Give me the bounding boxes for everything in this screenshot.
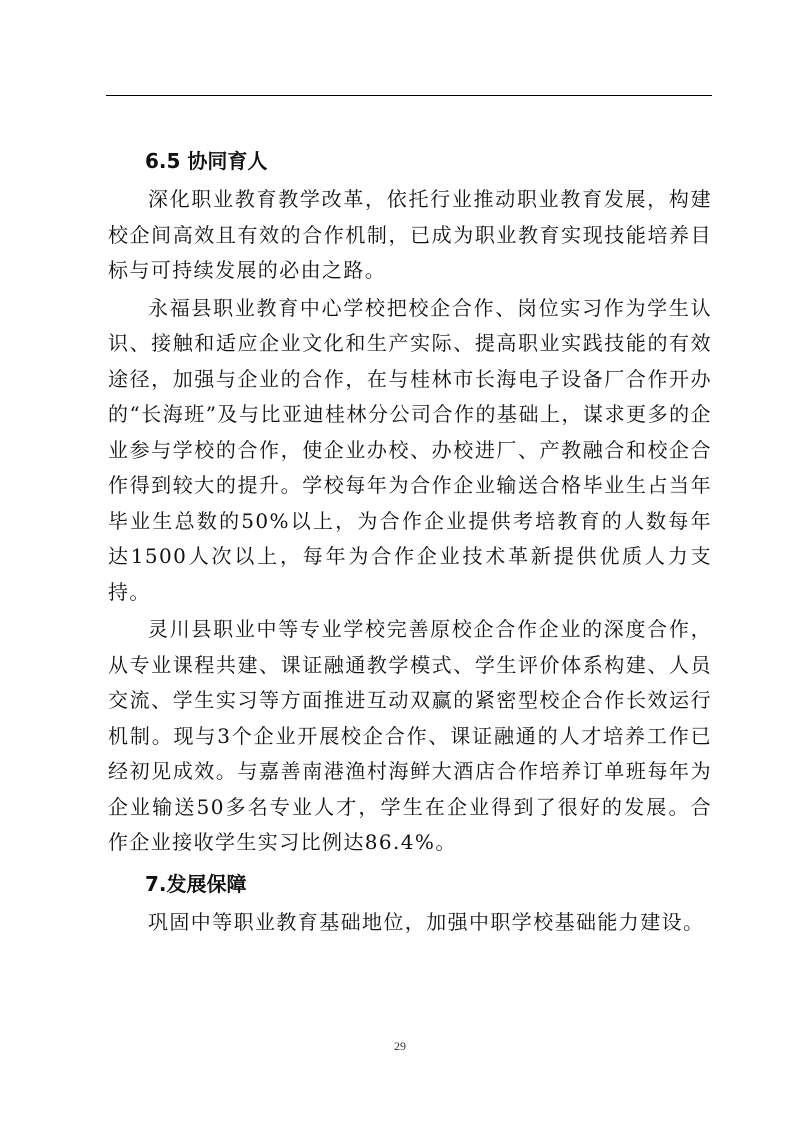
page-number: 29 xyxy=(394,1039,406,1053)
header-rule xyxy=(106,95,712,96)
paragraph-intro: 深化职业教育教学改革，依托行业推动职业教育发展，构建校企间高效且有效的合作机制，已成为职业教育实现技能培养目标与可持续发展的必由之路。 xyxy=(108,187,712,282)
section-heading-7: 7.发展保障 xyxy=(145,871,247,896)
section-heading-6-5: 6.5 协同育人 xyxy=(145,149,268,173)
paragraph-guarantee: 巩固中等职业教育基础地位，加强中职学校基础能力建设。 xyxy=(148,909,705,934)
paragraph-yongfu: 永福县职业教育中心学校把校企合作、岗位实习作为学生认识、接触和适应企业文化和生产实际、提高职业实践技能的有效途径，加强与企业的合作，在与桂林市长海电子设备厂合作开办的“长海班”及与比亚迪桂林分公司合作的基础上，谋求更多的企业参与学校的合作，使企业办校、办校进厂、产教融合和校企合作得到较大的提升。学校每年为合作企业输送合格毕业生占当年毕业生总数的50%以上，为合作企业提供考培教育的人数每年达1500人次以上，每年为合作企业技术革新提供优质人力支持。 xyxy=(108,295,712,604)
page-body xyxy=(108,140,712,940)
paragraph-lingchuan: 灵川县职业中等专业学校完善原校企合作企业的深度合作，从专业课程共建、课证融通教学模式、学生评价体系构建、人员交流、学生实习等方面推进互动双赢的紧密型校企合作长效运行机制。现与3个企业开展校企合作、课证融通的人才培养工作已经初见成效。与嘉善南港渔村海鲜大酒店合作培养订单班每年为企业输送50多名专业人才，学生在企业得到了很好的发展。合作企业接收学生实习比例达86.4%。 xyxy=(108,617,712,854)
